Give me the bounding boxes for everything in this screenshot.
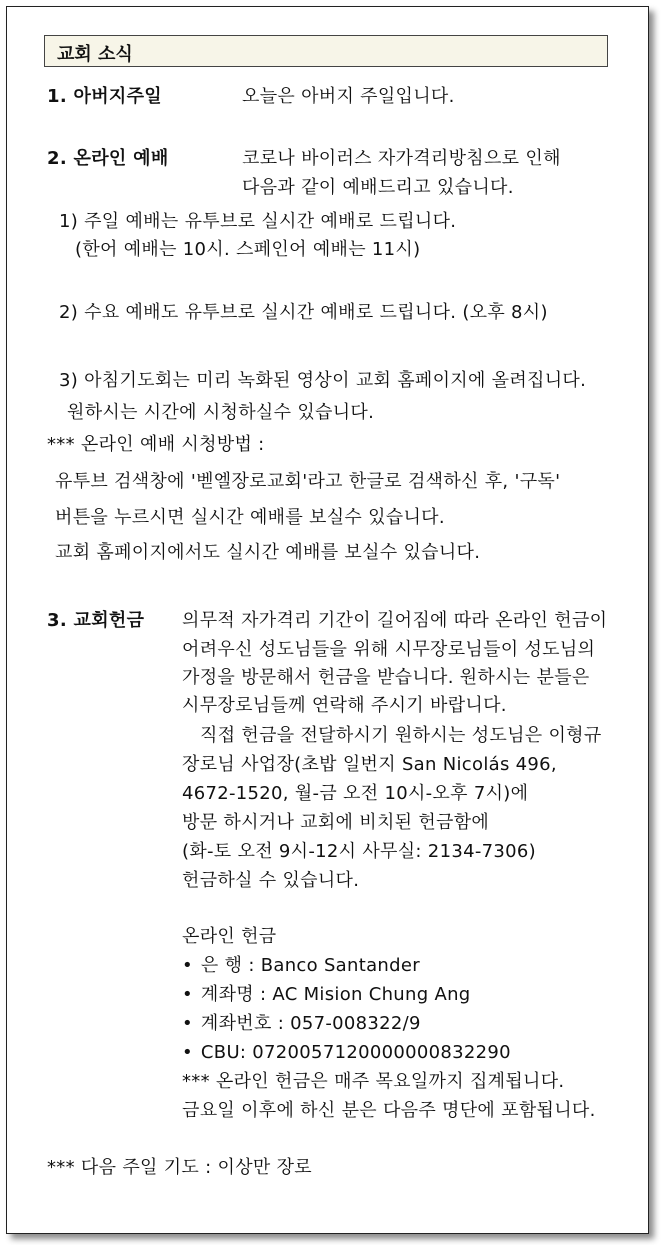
offering-line: 4672-1520, 월-금 오전 10시-오후 7시)에 [182,783,529,804]
item1-label: 1. 아버지주일 [47,86,162,107]
offering-line: (화-토 오전 9시-12시 사무실: 2134-7306) [182,841,536,862]
offering-line: 의무적 자가격리 기간이 길어짐에 따라 온라인 헌금이 [182,610,608,631]
item2-text-line: 코로나 바이러스 자가격리방침으로 인해 [242,148,561,169]
bank-info-item: • CBU: 0720057120000000832290 [182,1042,511,1064]
worship-sub1-line: 1) 주일 예배는 유투브로 실시간 예배로 드립니다. [59,211,457,232]
offering-note-line: 금요일 이후에 하신 분은 다음주 명단에 포함됩니다. [182,1100,596,1121]
online-offering-title: 온라인 헌금 [182,926,277,947]
worship-sub3-line: 원하시는 시간에 시청하실수 있습니다. [67,402,375,423]
bulletin-page [6,6,649,1234]
offering-line: 어려우신 성도님들을 위해 시무장로님들이 성도님의 [182,639,596,660]
bank-info-item: • 은 행 : Banco Santander [182,955,420,977]
next-prayer: *** 다음 주일 기도 : 이상만 장로 [47,1157,312,1178]
offering-line: 직접 헌금을 전달하시기 원하시는 성도님은 이형규 [200,725,602,746]
offering-note-line: *** 온라인 헌금은 매주 목요일까지 집계됩니다. [182,1071,565,1092]
bank-info-item: • 계좌번호 : 057-008322/9 [182,1013,421,1035]
offering-line: 가정을 방문해서 헌금을 받습니다. 원하시는 분들은 [182,667,590,688]
offering-line: 시무장로님들께 연락해 주시기 바랍니다. [182,695,507,716]
section-title: 교회 소식 [57,44,133,65]
item2-text-line: 다음과 같이 예배드리고 있습니다. [242,177,514,198]
worship-sub2: 2) 수요 예배도 유투브로 실시간 예배로 드립니다. (오후 8시) [59,302,548,323]
item2-label: 2. 온라인 예배 [47,148,169,169]
section-header [44,35,608,67]
offering-line: 헌금하실 수 있습니다. [182,870,360,891]
worship-sub1-line: (한어 예배는 10시. 스페인어 예배는 11시) [75,239,421,260]
worship-sub3-line: 3) 아침기도회는 미리 녹화된 영상이 교회 홈페이지에 올려집니다. [59,370,587,391]
bank-info-item: • 계좌명 : AC Mision Chung Ang [182,984,471,1006]
item1-text: 오늘은 아버지 주일입니다. [242,86,455,107]
offering-line: 장로님 사업장(초밥 일번지 San Nicolás 496, [182,754,557,775]
offering-line: 방문 하시거나 교회에 비치된 헌금함에 [182,812,490,833]
how-to-watch-line: 버튼을 누르시면 실시간 예배를 보실수 있습니다. [55,507,445,528]
item3-label: 3. 교회헌금 [47,610,145,631]
how-to-watch-line: 유투브 검색창에 '벧엘장로교회'라고 한글로 검색하신 후, '구독' [55,471,561,492]
how-to-watch-line: 교회 홈페이지에서도 실시간 예배를 보실수 있습니다. [55,542,481,563]
how-to-watch-title: *** 온라인 예배 시청방법 : [47,434,265,455]
